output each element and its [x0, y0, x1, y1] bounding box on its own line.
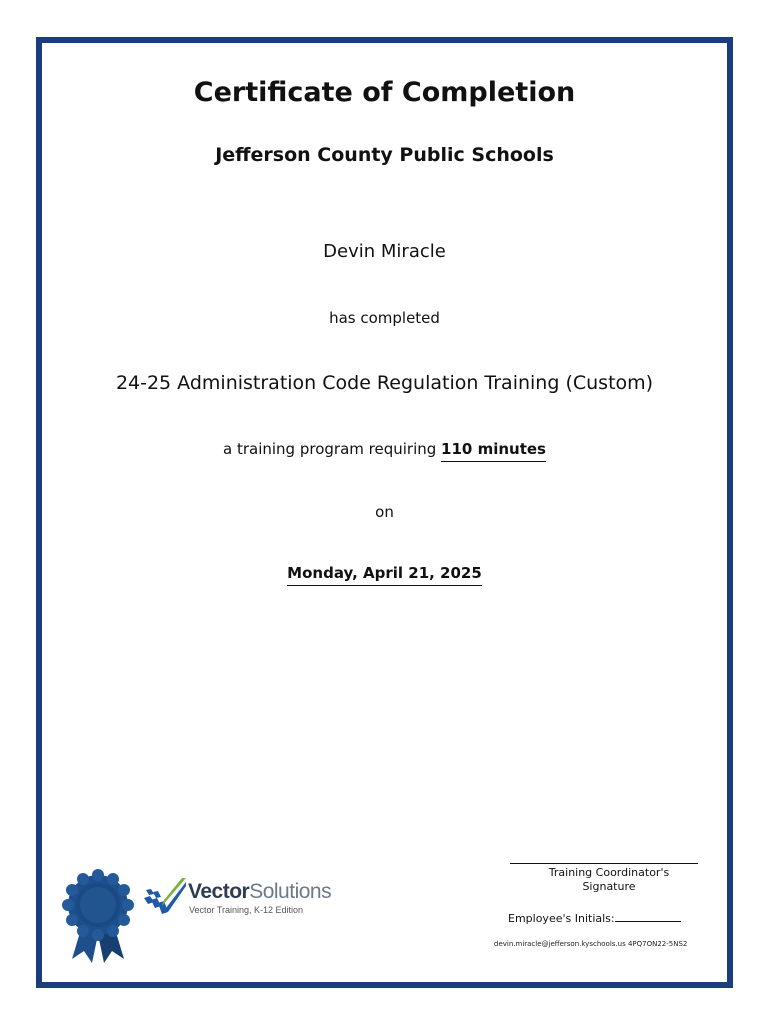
employee-initials [508, 911, 681, 925]
certificate-title: Certificate of Completion [193, 77, 576, 108]
vector-solutions-logo-icon [142, 876, 188, 922]
logo-brand-light: Solutions [249, 880, 332, 903]
organization-name: Jefferson County Public Schools [215, 144, 554, 166]
completion-date [42, 564, 727, 586]
footer-identifier: devin.miracle@jefferson.kyschools.us 4PQ7ON22-5NS2 [494, 940, 688, 948]
logo-tagline: Vector Training, K-12 Edition [189, 905, 304, 915]
vector-solutions-logo [142, 876, 342, 926]
on-text: on [375, 503, 394, 521]
award-ribbon-icon [62, 867, 134, 967]
logo-brand-bold: Vector [188, 880, 250, 903]
signature-line [510, 863, 698, 864]
requirement-prefix: a training program requiring [223, 440, 437, 458]
completed-text: has completed [329, 309, 440, 327]
recipient-name: Devin Miracle [323, 241, 446, 262]
signature-block [504, 863, 704, 894]
certificate-frame [36, 37, 733, 988]
initials-blank-line [615, 911, 681, 922]
initials-label: Employee's Initials: [508, 912, 615, 925]
logo-brand [188, 880, 331, 904]
course-title: 24-25 Administration Code Regulation Training (Custom) [115, 372, 654, 394]
signature-label-line2: Signature [582, 880, 636, 893]
duration-value: 110 minutes [441, 440, 546, 462]
signature-label [504, 866, 704, 894]
completion-date-value: Monday, April 21, 2025 [287, 564, 482, 586]
signature-label-line1: Training Coordinator's [548, 866, 670, 879]
requirement-line [42, 440, 727, 462]
